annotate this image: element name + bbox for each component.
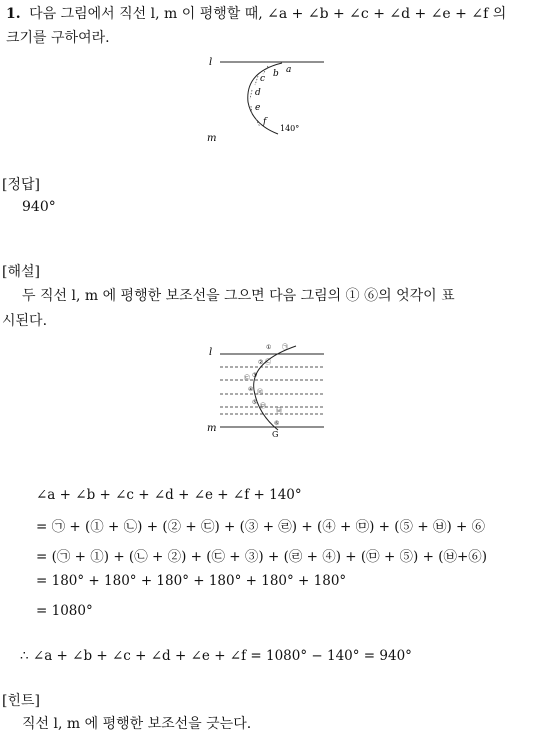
mark-1: ① — [266, 344, 272, 351]
mark-g3: ㉢ — [244, 375, 251, 382]
label-c: c — [260, 74, 266, 84]
problem-text-2: 크기를 구하여라. — [6, 30, 110, 46]
hint-text: 직선 l, m 에 평행한 보조선을 긋는다. — [22, 716, 252, 732]
answer-heading: [정답] — [2, 177, 40, 193]
mark-g4: ㉣ — [257, 389, 264, 396]
label-m: m — [207, 423, 217, 434]
explanation-text-2: 시된다. — [2, 313, 48, 329]
label-b: b — [273, 69, 279, 79]
hint-heading: [힌트] — [2, 693, 40, 709]
conclusion: ∴ ∠a + ∠b + ∠c + ∠d + ∠e + ∠f = 1080° − 140° = 940° — [20, 648, 412, 664]
equation-2: = ㉠ + (① + ㉡) + (② + ㉢) + (③ + ㉣) + (④ + ㉤) + (⑤ + ㉥) + ⑥ — [36, 519, 486, 535]
mark-g1: ㉠ — [282, 344, 289, 351]
label-e: e — [255, 103, 261, 113]
label-140: 140° — [280, 124, 300, 133]
mark-6: ⑥ — [274, 420, 280, 427]
problem-number: 1. — [6, 6, 21, 22]
explanation-text-1: 두 직선 l, m 에 평행한 보조선을 그으면 다음 그림의 ① ⑥의 엇각이 표 — [22, 288, 455, 304]
label-l: l — [209, 57, 213, 68]
label-f: f — [263, 117, 267, 127]
mark-3: ③ — [252, 372, 258, 379]
label-G: G — [272, 430, 279, 439]
mark-5: ⑤ — [252, 399, 258, 406]
equation-5: = 1080° — [36, 603, 93, 619]
equation-3: = (㉠ + ①) + (㉡ + ②) + (㉢ + ③) + (㉣ + ④) + (㉤ + ⑤) + (㉥+⑥) — [36, 549, 488, 565]
mark-g5: ㉤ — [260, 403, 267, 410]
answer-value: 940° — [22, 199, 56, 215]
mark-4: ④ — [248, 386, 254, 393]
mark-g6: ㉥ — [276, 408, 283, 415]
label-d: d — [255, 88, 261, 98]
label-m: m — [207, 133, 217, 144]
mark-g2: ㉡ — [265, 359, 272, 366]
problem-line-1 — [6, 3, 506, 23]
explanation-heading: [해설] — [2, 264, 40, 280]
figure-1 — [200, 52, 335, 147]
problem-text-1: 다음 그림에서 직선 l, m 이 평행할 때, ∠a + ∠b + ∠c + ∠d + ∠e + ∠f 의 — [29, 6, 507, 22]
equation-1: ∠a + ∠b + ∠c + ∠d + ∠e + ∠f + 140° — [36, 487, 302, 503]
equation-4: = 180° + 180° + 180° + 180° + 180° + 180° — [36, 573, 347, 589]
label-a: a — [286, 65, 292, 75]
mark-2: ② — [258, 359, 264, 366]
label-l: l — [209, 347, 213, 358]
figure-2 — [200, 338, 335, 443]
